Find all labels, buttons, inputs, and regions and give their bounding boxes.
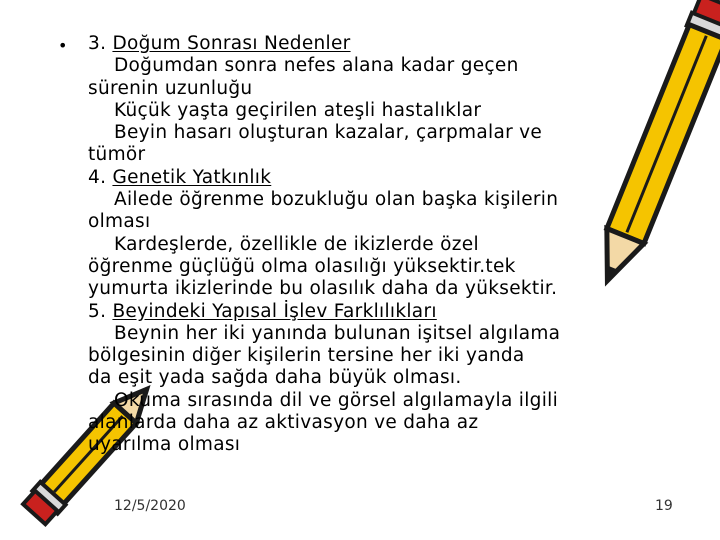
text-line (88, 301, 678, 323)
text-line (88, 211, 678, 233)
page-number: 19 (655, 498, 673, 514)
section-heading: Doğum Sonrası Nedenler (112, 33, 351, 54)
text-line (88, 78, 678, 100)
section-heading: Genetik Yatkınlık (112, 166, 272, 188)
text-segment: olması (88, 211, 151, 233)
text-segment: sürenin uzunluğu (88, 77, 253, 99)
text-line (88, 434, 678, 456)
text-segment: yumurta ikizlerinde bu olasılık daha da yüksektir. (88, 278, 558, 300)
text-segment: tümör (88, 144, 146, 166)
text-segment: da eşit yada sağda daha büyük olması. (88, 367, 462, 389)
text-line (88, 323, 678, 345)
text-line (88, 122, 678, 144)
text-line (88, 367, 678, 389)
text-line (88, 55, 678, 77)
text-line (88, 390, 678, 412)
text-segment: Beynin her iki yanında bulunan işitsel algılama (114, 322, 561, 344)
text-line (88, 144, 678, 166)
text-line (88, 189, 678, 211)
text-line (88, 278, 678, 300)
text-segment: Ailede öğrenme bozukluğu olan başka kişilerin (114, 189, 559, 211)
text-line (88, 100, 678, 122)
text-line (88, 167, 678, 189)
text-line (88, 256, 678, 278)
text-segment: 3. (88, 33, 113, 54)
text-segment: öğrenme güçlüğü olma olasılığı yüksektir.tek (88, 255, 516, 277)
text-line (88, 345, 678, 367)
text-segment: Beyin hasarı oluşturan kazalar, çarpmalar ve (114, 122, 543, 144)
text-segment: Küçük yaşta geçirilen ateşli hastalıklar (114, 99, 482, 121)
slide-body-text (88, 33, 678, 457)
text-line (88, 412, 678, 434)
text-segment: Kardeşlerde, özellikle de ikizlerde özel (114, 233, 479, 255)
text-segment: bölgesinin diğer kişilerin tersine her iki yanda (88, 345, 525, 367)
text-segment: uyarılma olması (88, 434, 241, 456)
bullet-icon: • (58, 36, 68, 55)
text-segment: 5. (88, 300, 113, 322)
footer-date: 12/5/2020 (114, 498, 186, 514)
text-line (88, 33, 678, 55)
text-segment: Doğumdan sonra nefes alana kadar geçen (114, 55, 519, 77)
text-segment: Okuma sırasında dil ve görsel algılamayla ilgili (114, 389, 559, 411)
text-segment: alanlarda daha az aktivasyon ve daha az (88, 412, 479, 434)
text-segment: 4. (88, 166, 113, 188)
section-heading: Beyindeki Yapısal İşlev Farklılıkları (112, 300, 437, 322)
text-line (88, 234, 678, 256)
